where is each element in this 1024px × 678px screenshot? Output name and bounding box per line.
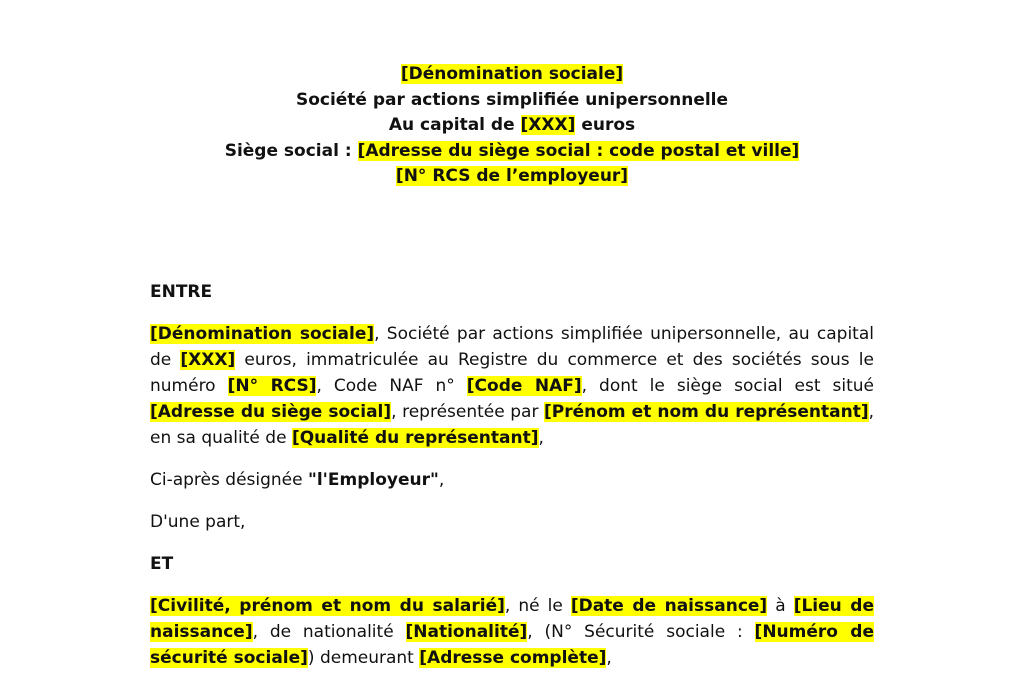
text-segment: , dont le siège social est situé — [581, 376, 875, 396]
header-line-capital — [0, 113, 1024, 139]
text-segment: , (N° Sécurité sociale : — [527, 622, 755, 642]
text-segment: , Société par actions simplifiée unipersonnelle, au capital de — [150, 324, 874, 370]
placeholder-salarie: [Civilité, prénom et nom du salarié] — [150, 596, 505, 616]
paragraph-dune-part: D'une part, — [150, 512, 246, 532]
placeholder-rcs-employeur: [N° RCS de l’employeur] — [395, 166, 629, 186]
text-segment: , Code NAF n° — [316, 376, 467, 396]
capital-suffix: euros — [575, 115, 636, 135]
placeholder-denomination: [Dénomination sociale] — [150, 324, 375, 344]
heading-et: ET — [150, 554, 174, 574]
text-segment: , — [538, 428, 544, 448]
text-segment: , en sa qualité de — [150, 402, 874, 448]
placeholder-capital: [XXX] — [180, 350, 236, 370]
text-segment: Ci-après désignée — [150, 470, 308, 490]
placeholder-siege: [Adresse du siège social : code postal et ville] — [357, 140, 800, 161]
placeholder-nationalite: [Nationalité] — [405, 622, 528, 642]
placeholder-representant: [Prénom et nom du représentant] — [543, 402, 869, 422]
placeholder-adresse-complete: [Adresse complète] — [419, 648, 607, 668]
placeholder-capital: [XXX] — [520, 115, 576, 135]
text-segment: à — [767, 596, 794, 616]
paragraph-employeur — [150, 321, 874, 451]
placeholder-lieu-naissance: [Lieu de naissance] — [150, 596, 874, 642]
text-segment: , né le — [504, 596, 571, 616]
text-segment: euros, immatriculée au Registre du commerce et des sociétés sous le numéro — [150, 350, 874, 396]
siege-prefix: Siège social : — [224, 140, 358, 161]
contract-body — [150, 279, 874, 671]
header-line-forme: Société par actions simplifiée unipersonnelle — [295, 89, 729, 110]
placeholder-adresse-siege: [Adresse du siège social] — [150, 402, 392, 422]
text-segment: , — [438, 470, 445, 490]
text-segment: , — [606, 648, 612, 668]
header-line-denomination — [0, 62, 1024, 88]
header-line-siege — [0, 139, 1024, 165]
designation-employeur: "l'Employeur" — [308, 470, 439, 490]
paragraph-salarie — [150, 593, 874, 671]
placeholder-denomination: [Dénomination sociale] — [400, 64, 624, 84]
header-line-rcs — [0, 164, 1024, 190]
placeholder-naf: [Code NAF] — [466, 376, 582, 396]
heading-entre: ENTRE — [150, 282, 213, 302]
text-segment: ) demeurant — [307, 648, 420, 668]
placeholder-secu: [Numéro de sécurité sociale] — [150, 622, 874, 668]
text-segment: , de nationalité — [252, 622, 406, 642]
placeholder-qualite: [Qualité du représentant] — [291, 428, 539, 448]
placeholder-date-naissance: [Date de naissance] — [570, 596, 768, 616]
capital-prefix: Au capital de — [388, 115, 521, 135]
placeholder-rcs: [N° RCS] — [227, 376, 317, 396]
text-segment: , représentée par — [391, 402, 544, 422]
paragraph-designation-employeur — [150, 467, 874, 493]
company-header — [0, 62, 1024, 190]
